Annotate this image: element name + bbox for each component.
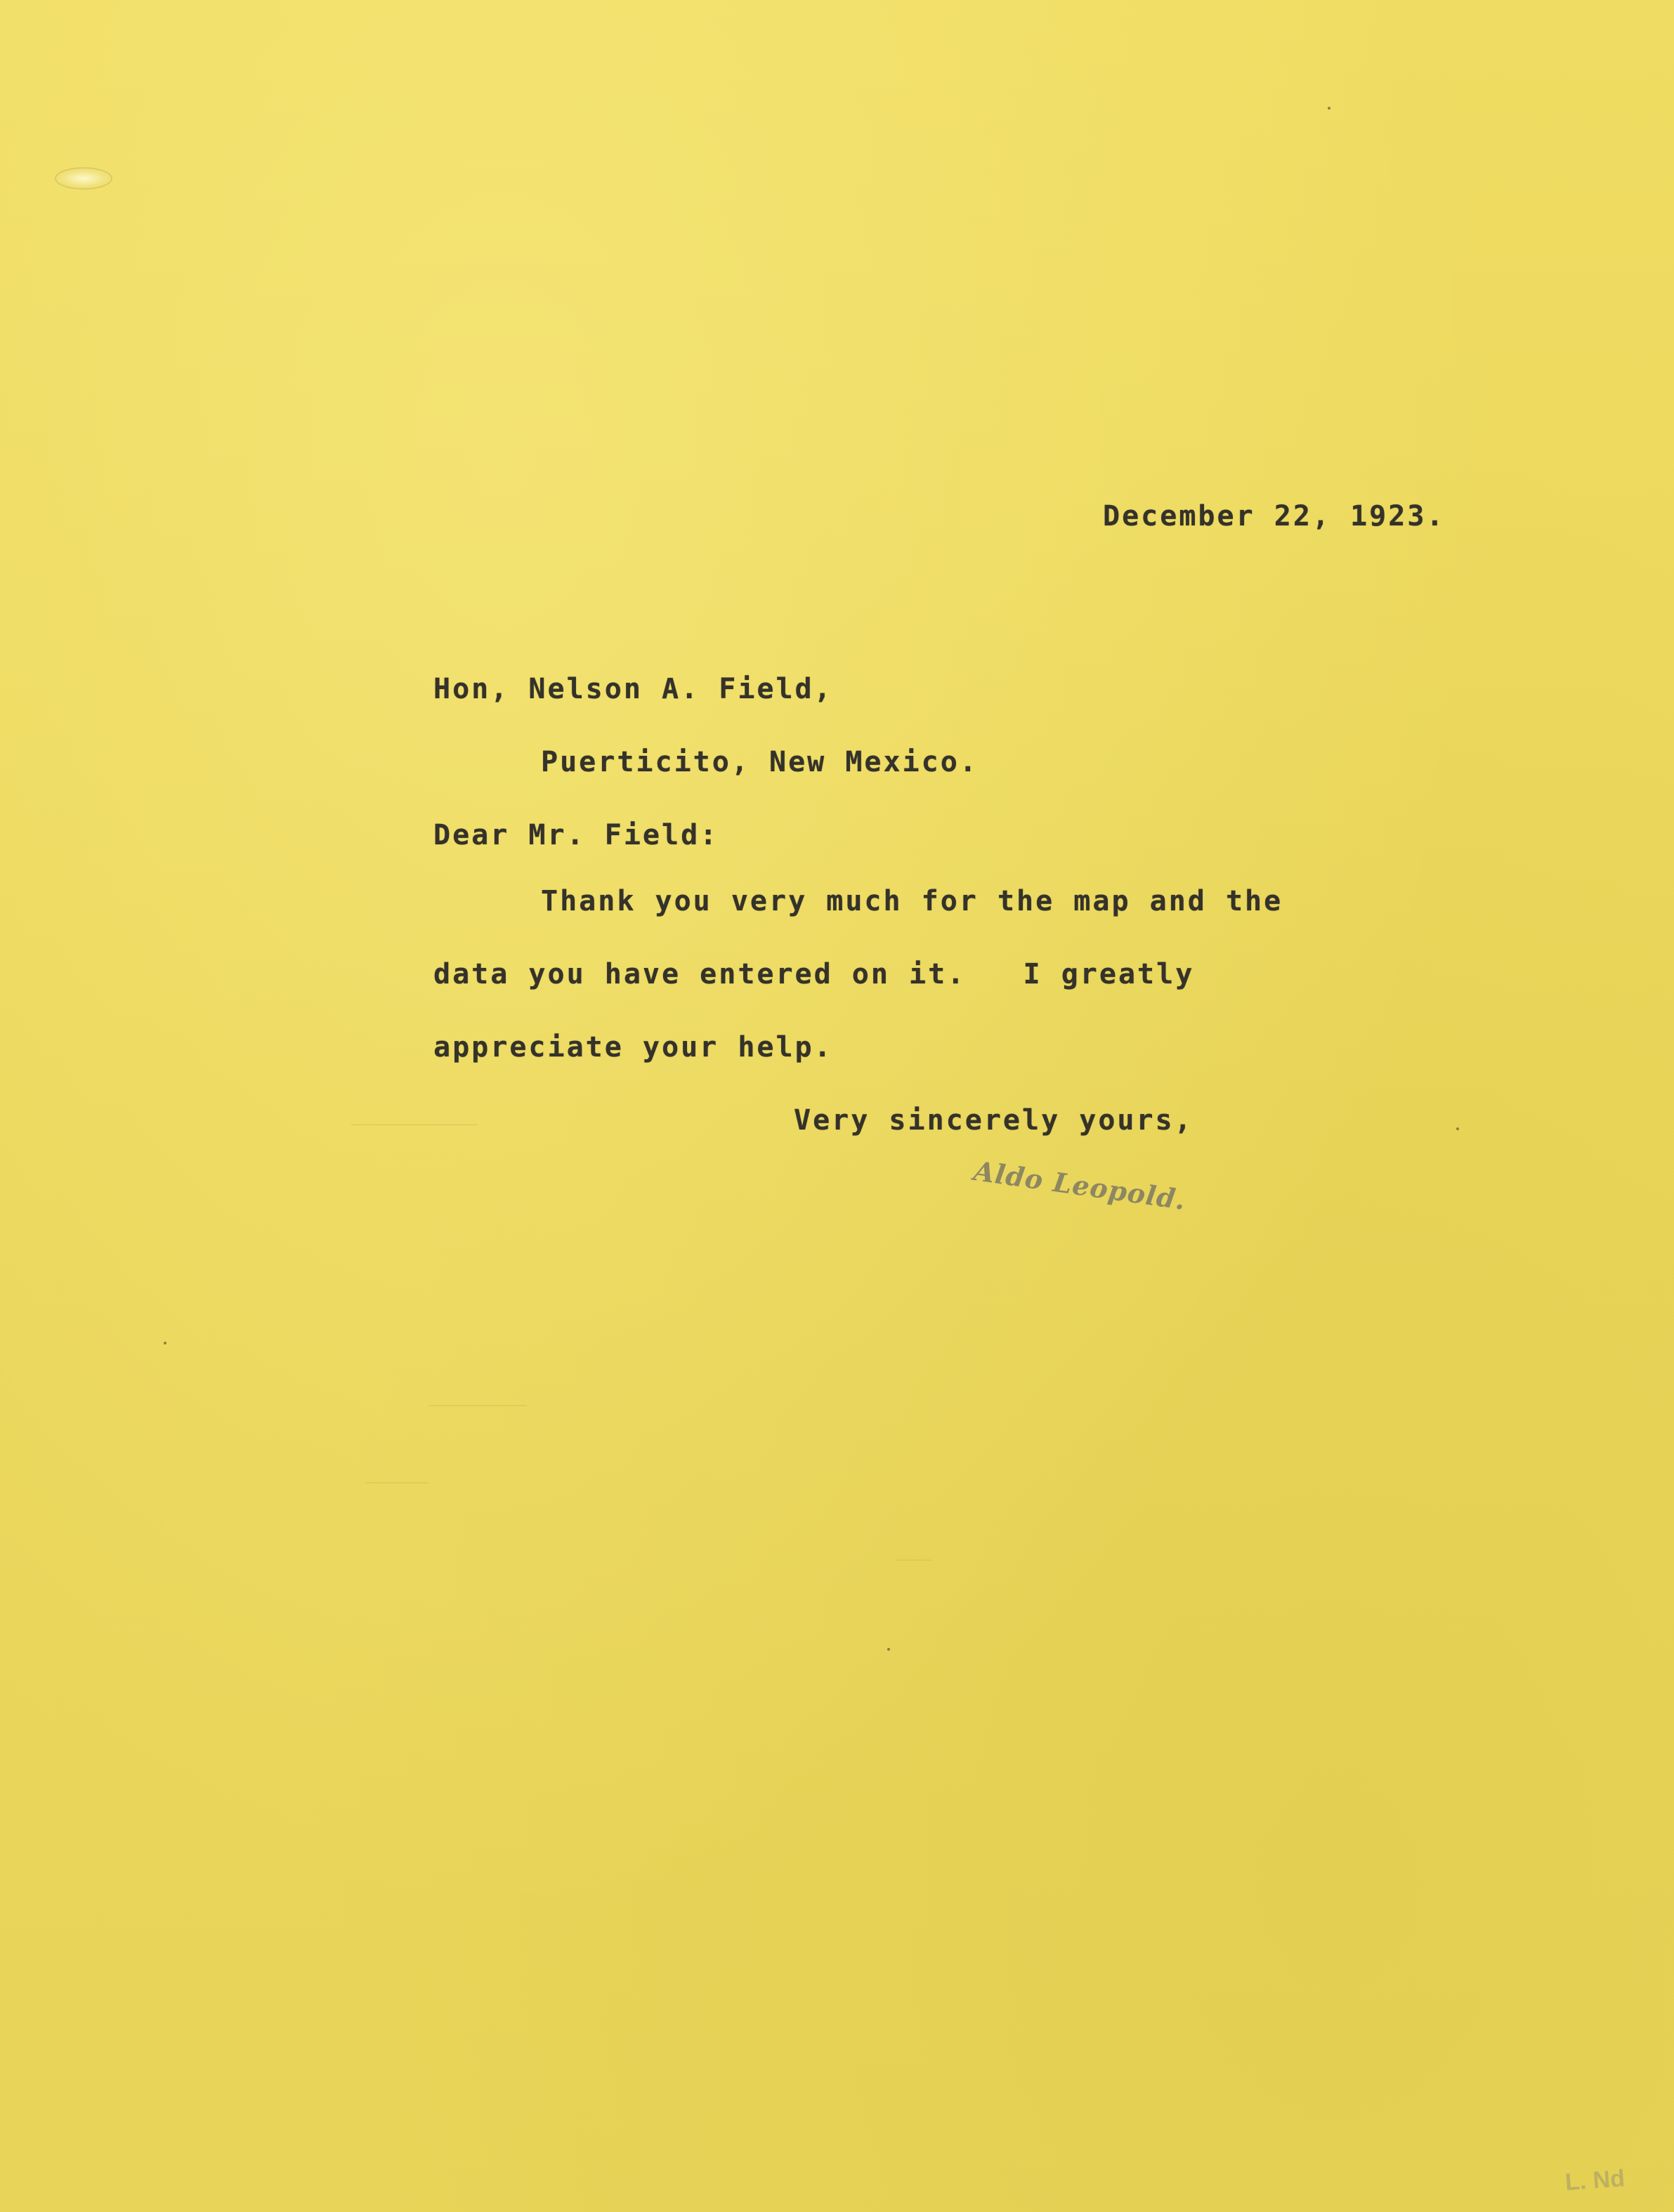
paper-crease (429, 1405, 527, 1406)
ink-speck (1456, 1127, 1459, 1130)
punch-hole-mark (55, 167, 112, 190)
body-text-line: data you have entered on it. I greatly (433, 958, 1195, 990)
body-text-line: appreciate your help. (433, 1031, 833, 1064)
paper-crease (365, 1482, 429, 1484)
corner-mark: L. Nd (1564, 2165, 1626, 2196)
closing: Very sincerely yours, (794, 1104, 1194, 1137)
body-text-line: Thank you very much for the map and the (541, 885, 1283, 917)
salutation: Dear Mr. Field: (433, 819, 719, 851)
recipient-name: Hon, Nelson A. Field, (433, 673, 833, 705)
ink-speck (1328, 107, 1330, 110)
recipient-address: Puerticito, New Mexico. (541, 746, 979, 778)
paper-crease (896, 1559, 931, 1561)
ink-speck (164, 1342, 166, 1344)
signature-stamp: Aldo Leopold. (972, 1155, 1189, 1216)
ink-speck (887, 1648, 890, 1651)
paper-crease (351, 1124, 478, 1125)
letter-date: December 22, 1923. (1103, 500, 1446, 532)
